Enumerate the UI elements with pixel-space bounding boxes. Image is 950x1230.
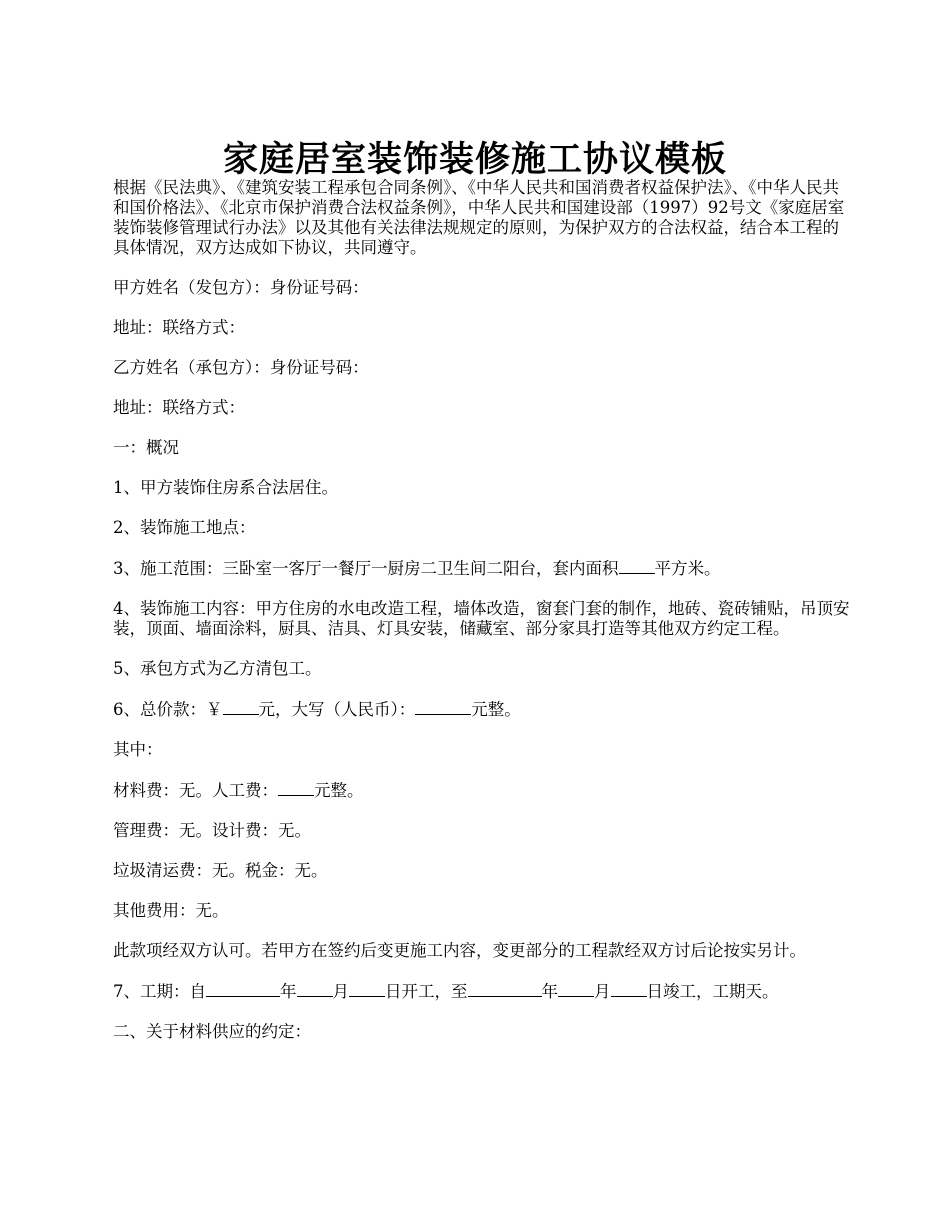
- start-year-blank: [206, 981, 280, 997]
- party-b-address-line: 地址：联络方式：: [113, 398, 245, 417]
- area-blank: [619, 558, 655, 574]
- end-month-blank: [558, 981, 594, 997]
- material-fee-label: 材料费：无。人工费：: [113, 781, 278, 800]
- end-month-unit: 月: [594, 982, 611, 1001]
- clause-3-unit: 平方米。: [654, 559, 721, 578]
- start-day-text: 日开工，至: [385, 982, 468, 1001]
- clause-5: 5、承包方式为乙方清包工。: [113, 659, 322, 678]
- start-year-unit: 年: [280, 982, 297, 1001]
- clause-1: 1、甲方装饰住房系合法居住。: [113, 478, 338, 497]
- intro-paragraph: 根据《民法典》、《建筑安装工程承包合同条例》、《中华人民共和国消费者权益保护法》、《中华人民共和国价格法》、《北京市保护消费合法权益条例》，中华人民共和国建设部（1997）92号文《家庭居室装饰装修管理试行办法》以及其他有关法律法规规定的原则，为保护双方的合法权益，结合本工程的具体情况，双方达成如下协议，共同遵守。: [113, 178, 845, 257]
- clause-6-suffix: 元整。: [471, 700, 521, 719]
- clause-2: 2、装饰施工地点：: [113, 518, 256, 537]
- start-month-unit: 月: [332, 982, 349, 1001]
- clause-4: 4、装饰施工内容：甲方住房的水电改造工程，墙体改造，窗套门套的制作，地砖、瓷砖铺贴，吊顶安装，顶面、墙面涂料，厨具、洁具、灯具安装，储藏室、部分家具打造等其他双方约定工程。: [113, 599, 850, 638]
- total-price-uppercase-blank: [415, 699, 471, 715]
- start-month-blank: [297, 981, 333, 997]
- labor-fee-blank: [278, 780, 314, 796]
- management-fee-line: 管理费：无。设计费：无。: [113, 821, 311, 840]
- document-title: 家庭居室装饰装修施工协议模板: [222, 139, 727, 181]
- garbage-fee-line: 垃圾清运费：无。税金：无。: [113, 861, 328, 880]
- clause-3: [113, 558, 853, 579]
- end-day-text: 日竣工，工期天。: [646, 982, 779, 1001]
- clause-6-uppercase-label: 元，大写（人民币）：: [258, 700, 416, 719]
- among-line: 其中：: [113, 740, 163, 759]
- clause-7-label: 7、工期：自: [113, 982, 206, 1001]
- end-year-blank: [468, 981, 542, 997]
- end-day-blank: [611, 981, 647, 997]
- other-fee-line: 其他费用：无。: [113, 901, 229, 920]
- document-body: [113, 178, 853, 1062]
- clause-7: [113, 981, 853, 1002]
- approval-paragraph: 此款项经双方认可。若甲方在签约后变更施工内容，变更部分的工程款经双方讨后论按实另计。: [113, 941, 806, 960]
- party-b-name-line: 乙方姓名（承包方）：身份证号码：: [113, 358, 369, 377]
- clause-6: [113, 699, 853, 720]
- clause-3-text: 3、施工范围：三卧室一客厅一餐厅一厨房二卫生间二阳台，套内面积: [113, 559, 619, 578]
- start-day-blank: [349, 981, 385, 997]
- section-1-heading: 一：概况: [113, 438, 179, 457]
- material-fee-suffix: 元整。: [314, 781, 364, 800]
- material-fee-line: [113, 780, 853, 801]
- clause-6-label: 6、总价款：￥: [113, 700, 223, 719]
- end-year-unit: 年: [541, 982, 558, 1001]
- section-2-heading: 二、关于材料供应的约定：: [113, 1022, 311, 1041]
- party-a-address-line: 地址：联络方式：: [113, 318, 245, 337]
- total-price-blank: [223, 699, 259, 715]
- party-a-name-line: 甲方姓名（发包方）：身份证号码：: [113, 278, 369, 297]
